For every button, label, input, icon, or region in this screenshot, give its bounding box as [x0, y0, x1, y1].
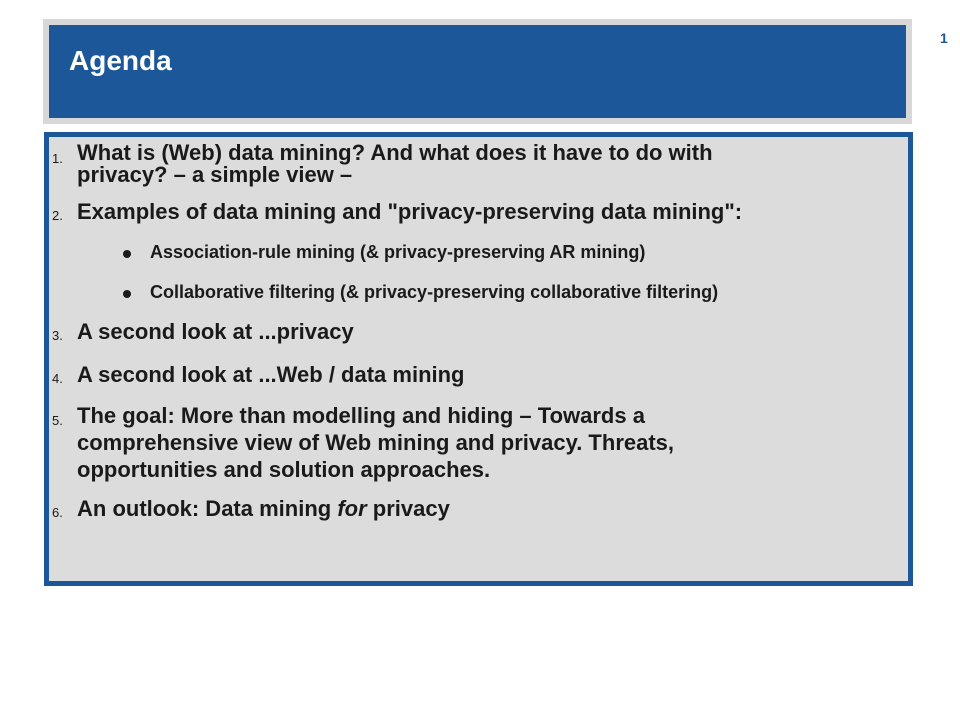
agenda-item-text-part: An outlook: Data mining [77, 496, 338, 521]
agenda-subitem-text: Association-rule mining (& privacy-preserving AR mining) [150, 242, 646, 262]
agenda-item-text-italic: for [337, 496, 367, 521]
agenda-item-number: 3. [52, 328, 63, 343]
agenda-item-text-line: What is (Web) data mining? And what does it have to do with [77, 140, 713, 165]
agenda-item-number: 1. [52, 151, 63, 166]
bullet-dot-icon [123, 290, 131, 298]
agenda-item-number: 6. [52, 505, 63, 520]
slide-number: 1 [940, 30, 948, 46]
agenda-content-box [44, 132, 913, 586]
agenda-item-text-line [77, 496, 450, 522]
slide-title: Agenda [69, 45, 172, 76]
agenda-subitem-text: Collaborative filtering (& privacy-preserving collaborative filtering) [150, 282, 719, 302]
agenda-item-text-line: privacy? – a simple view – [77, 162, 353, 187]
agenda-item-text-line: The goal: More than modelling and hiding – Towards a [77, 403, 645, 428]
agenda-item-text-line: A second look at ...Web / data mining [77, 362, 465, 387]
agenda-item-text-line: A second look at ...privacy [77, 319, 354, 344]
bullet-dot-icon [123, 250, 131, 258]
agenda-item-text-line: comprehensive view of Web mining and privacy. Threats, [77, 430, 675, 455]
agenda-item-text-line: Examples of data mining and "privacy-preserving data mining": [77, 199, 743, 224]
agenda-item-number: 2. [52, 208, 63, 223]
title-frame [43, 19, 912, 124]
agenda-item-number: 5. [52, 413, 63, 428]
title-bar [49, 25, 906, 118]
agenda-item-text-part: privacy [366, 496, 450, 521]
agenda-item-number: 4. [52, 371, 63, 386]
agenda-item-text-line: opportunities and solution approaches. [77, 457, 491, 482]
